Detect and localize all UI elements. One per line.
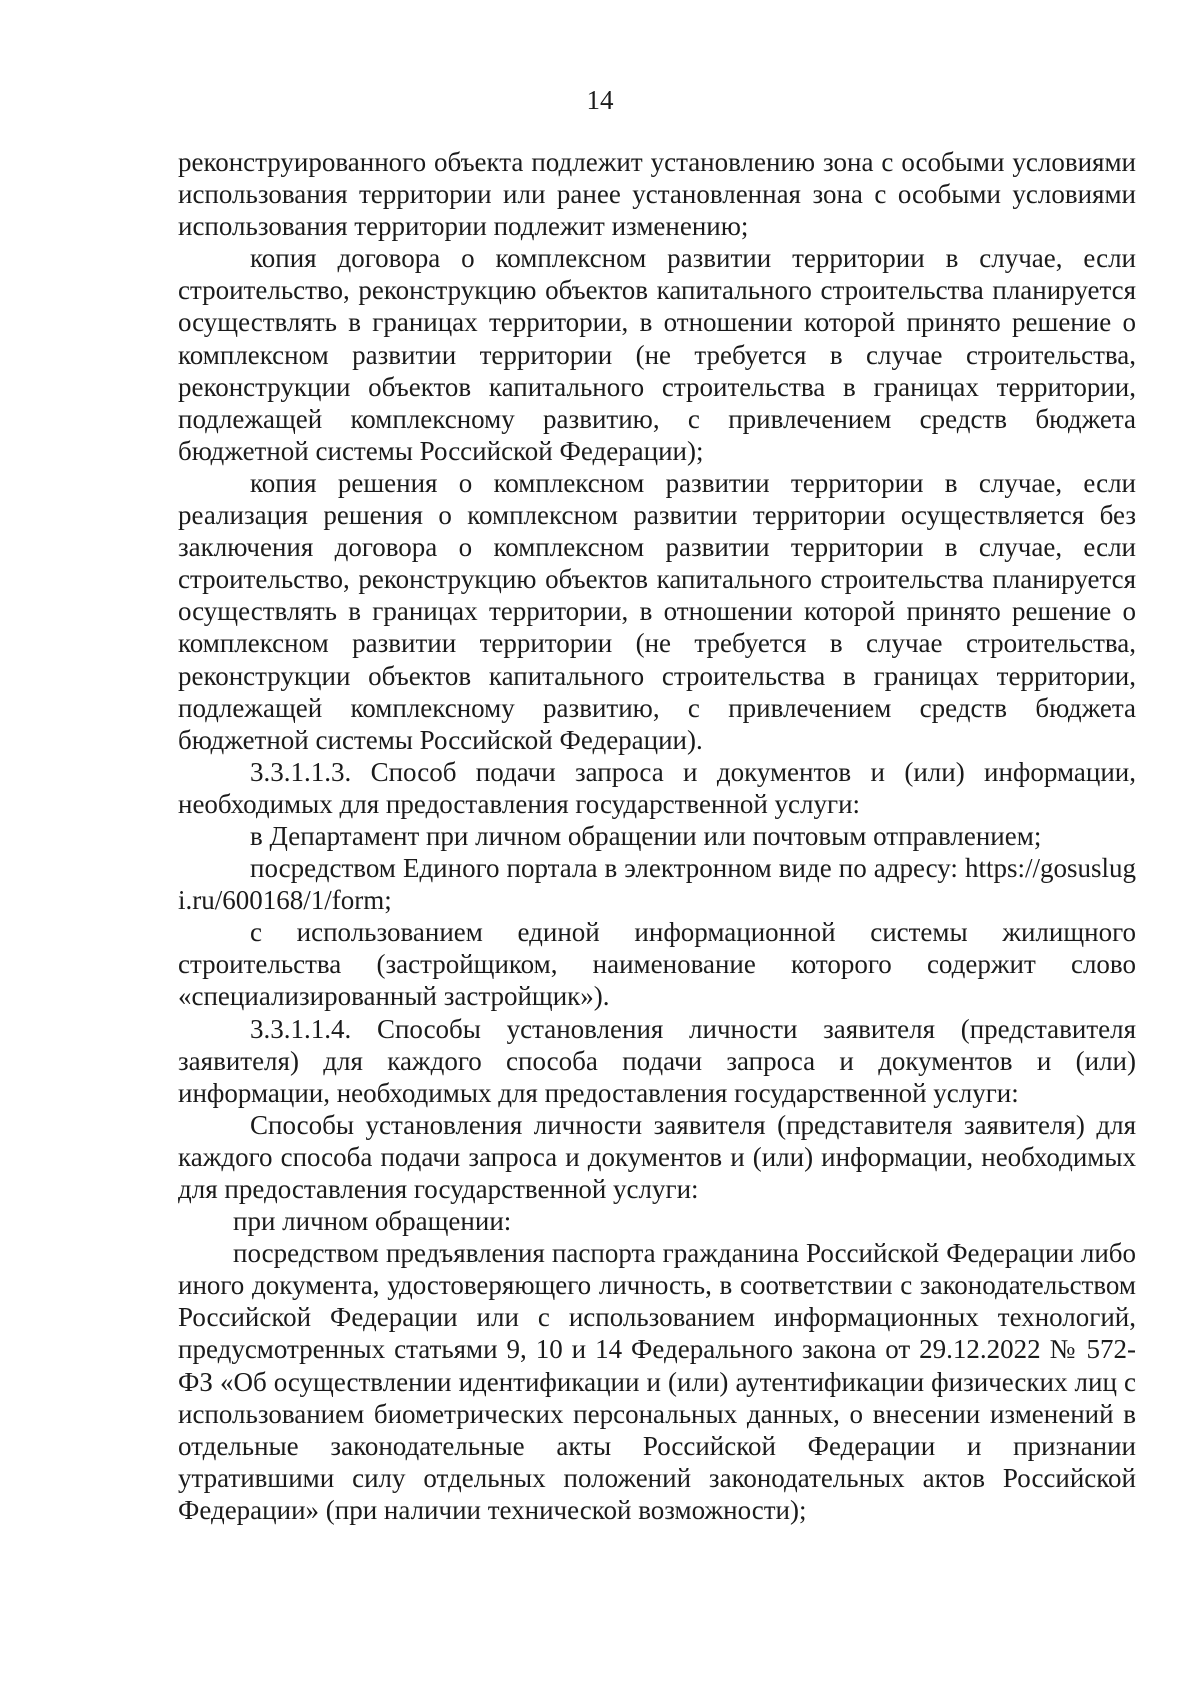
paragraph-personal-visit: при личном обращении:: [233, 1206, 512, 1237]
paragraph-section-3-3-1-1-3: 3.3.1.1.3. Способ подачи запроса и документов и (или) информации, необходимых для предоставления государственной услуги:: [178, 756, 1136, 819]
paragraph-department-submission: в Департамент при личном обращении или почтовым отправлением;: [250, 820, 1042, 851]
page-number: 14: [586, 85, 614, 115]
paragraph-housing-information-system: с использованием единой информационной системы жилищного строительства (застройщиком, наименование которого содержит слово «специализированный застройщик»).: [178, 917, 1136, 1012]
paragraph-passport-presentation: посредством предъявления паспорта гражданина Российской Федерации либо иного документа, удостоверяющего личность, в соответствии с законодательством Российской Федерации или с использованием информационных технологий, предусмотренных статьями 9, 10 и 14 Федерального закона от 29.12.2022 № 572-ФЗ «Об осуществлении идентификации и (или) аутентификации физических лиц с использованием биометрических персональных данных, о внесении изменений в отдельные законодательные акты Российской Федерации и признании утратившими силу отдельных положений законодательных актов Российской Федерации» (при наличии технической возможности);: [178, 1238, 1136, 1525]
paragraph-identification-methods: Способы установления личности заявителя (представителя заявителя) для каждого способа подачи запроса и документов и (или) информации, необходимых для предоставления государственной услуги:: [178, 1109, 1136, 1204]
paragraph-unified-portal: посредством Единого портала в электронном виде по адресу: https://gosuslugi.ru/600168/1/form;: [178, 853, 1136, 916]
paragraph-section-3-3-1-1-4: 3.3.1.1.4. Способы установления личности заявителя (представителя заявителя) для каждого способа подачи запроса и документов и (или) информации, необходимых для предоставления государственной услуги:: [178, 1013, 1136, 1108]
paragraph-development-agreement-copy: копия договора о комплексном развитии территории в случае, если строительство, реконструкцию объектов капитального строительства планируется осуществлять в границах территории, в отношении которой принято решение о комплексном развитии территории (не требуется в случае строительства, реконструкции объектов капитального строительства в границах территории, подлежащей комплексному развитию, с привлечением средств бюджета бюджетной системы Российской Федерации);: [178, 243, 1136, 466]
document-body: [178, 146, 1136, 1526]
paragraph-development-decision-copy: копия решения о комплексном развитии территории в случае, если реализация решения о комплексном развитии территории осуществляется без заключения договора о комплексном развитии территории в случае, если строительство, реконструкцию объектов капитального строительства планируется осуществлять в границах территории, в отношении которой принято решение о комплексном развитии территории (не требуется в случае строительства, реконструкции объектов капитального строительства в границах территории, подлежащей комплексному развитию, с привлечением средств бюджета бюджетной системы Российской Федерации).: [178, 467, 1136, 755]
paragraph-reconstructed-object: реконструированного объекта подлежит установлению зона с особыми условиями использования территории или ранее установленная зона с особыми условиями использования территории подлежит изменению;: [178, 147, 1136, 242]
